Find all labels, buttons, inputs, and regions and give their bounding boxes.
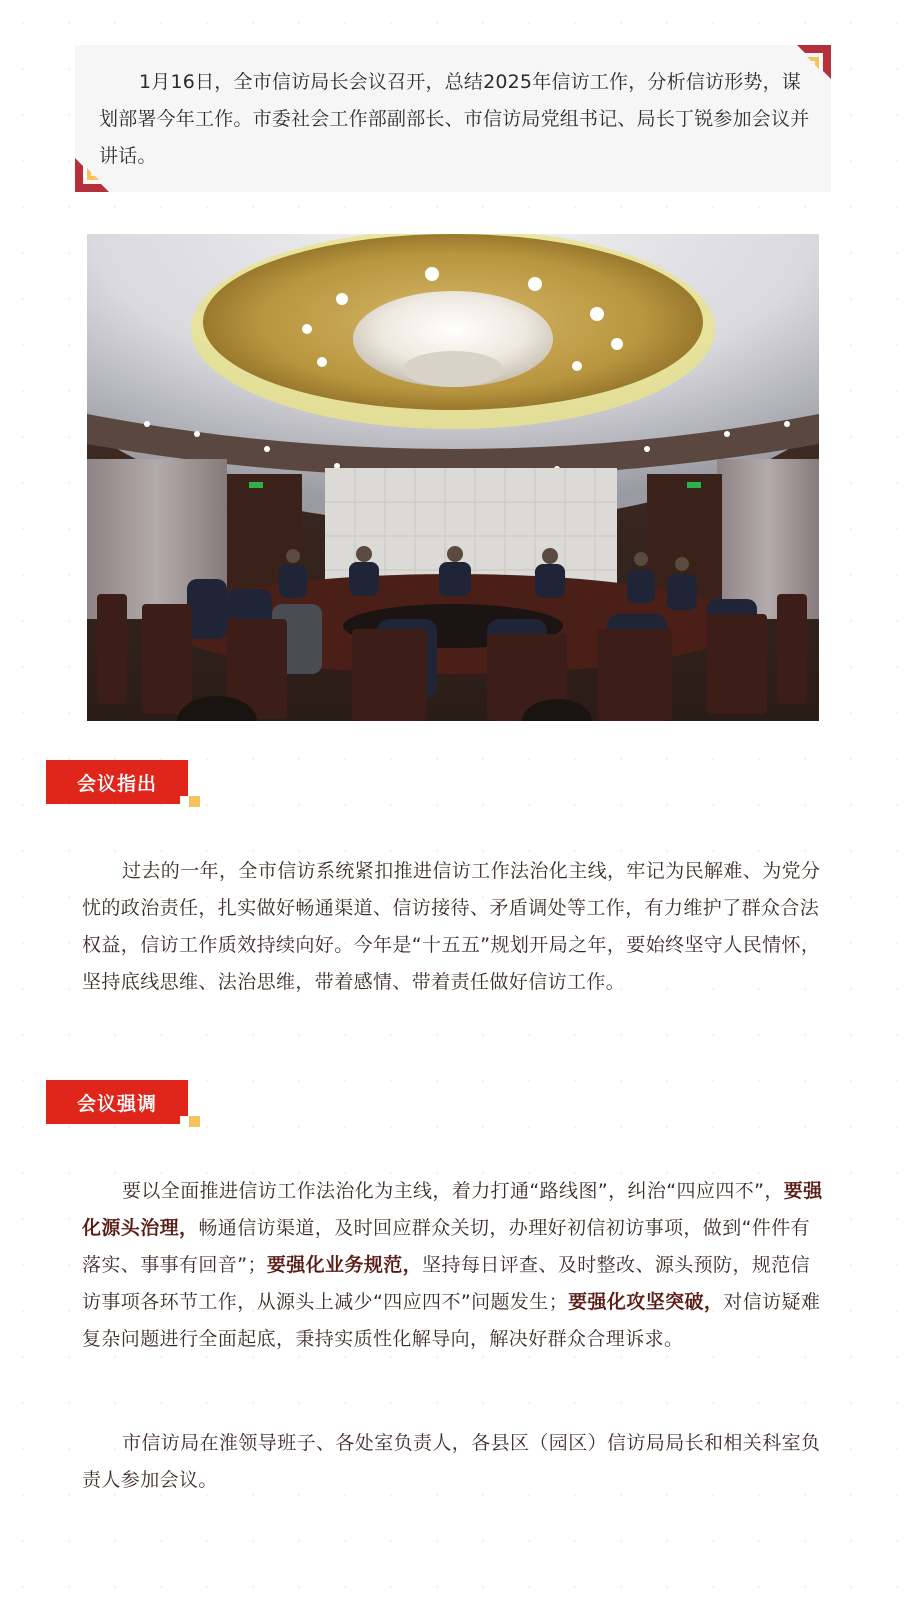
section-1-paragraph [82,853,826,1001]
meeting-photo [87,234,819,721]
paragraph-text: 市信访局在淮领导班子、各处室负责人，各县区（园区）信访局局长和相关科室负责人参加会议。 [82,1432,821,1491]
emphasis-source-governance: 要强化源头治理， [82,1180,823,1239]
paragraph-text: 坚持每日评查、及时整改、源头预防，规范信访事项各环节工作，从源头上减少“四应四不”问题发生； [82,1254,811,1313]
meeting-room-image [87,234,819,721]
section-tag-meeting-pointed-out [46,760,188,804]
tag-decoration-icon [189,1116,200,1127]
section-2-paragraph-2 [82,1425,826,1499]
emphasis-business-standards: 要强化业务规范， [266,1254,423,1276]
paragraph-text: 对信访疑难复杂问题进行全面起底，秉持实质性化解导向，解决好群众合理诉求。 [82,1291,821,1350]
intro-box [75,45,831,192]
section-tag-label: 会议强调 [76,1092,157,1115]
paragraph-text: 过去的一年，全市信访系统紧扣推进信访工作法治化主线，牢记为民解难、为党分忧的政治责任，扎实做好畅通渠道、信访接待、矛盾调处等工作，有力维护了群众合法权益，信访工作质效持续向好。今年是“十五五”规划开局之年，要始终坚守人民情怀，坚持底线思维、法治思维，带着感情、带着责任做好信访工作。 [82,860,821,993]
section-2-paragraph-1 [82,1173,826,1358]
section-tag-meeting-emphasized [46,1080,188,1124]
intro-text: 1月16日，全市信访局长会议召开，总结2025年信访工作，分析信访形势，谋划部署今年工作。市委社会工作部副部长、市信访局党组书记、局长丁锐参加会议并讲话。 [99,71,810,167]
paragraph-text: 要以全面推进信访工作法治化为主线，着力打通“路线图”，纠治“四应四不”， [122,1180,784,1202]
tag-decoration-icon [189,796,200,807]
section-tag-label: 会议指出 [76,772,157,795]
emphasis-breakthrough: 要强化攻坚突破， [568,1291,724,1313]
paragraph-text: 畅通信访渠道，及时回应群众关切，办理好初信初访事项，做到“件件有落实、事事有回音”； [82,1217,811,1276]
